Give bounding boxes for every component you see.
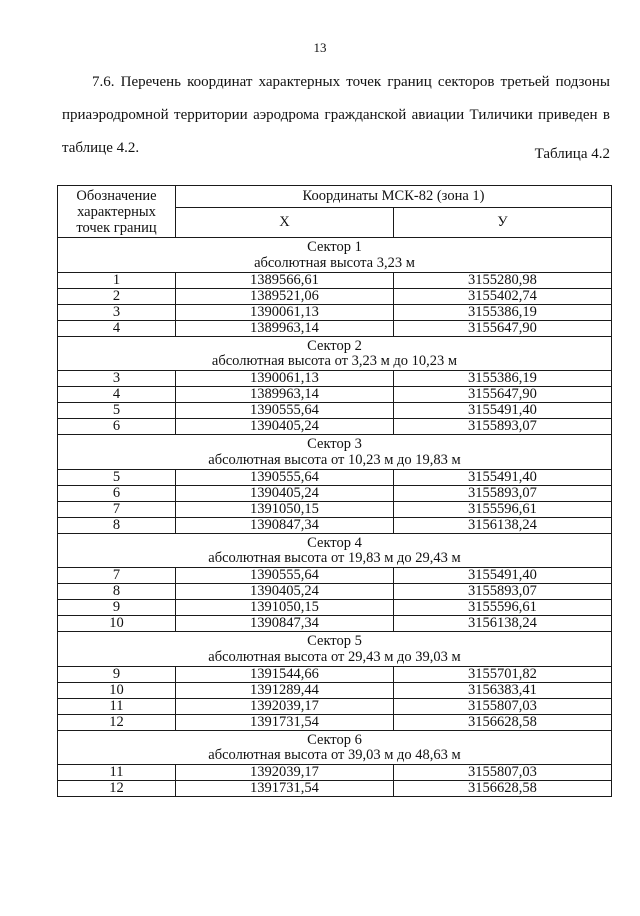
y-cell: 3155807,03	[393, 765, 611, 781]
point-cell: 9	[58, 666, 176, 682]
sector-height-row	[58, 649, 612, 666]
y-cell: 3155647,90	[393, 387, 611, 403]
y-cell: 3155491,40	[393, 469, 611, 485]
intro-paragraph: 7.6. Перечень координат характерных точек границ секторов третьей подзоны приаэродромной территории аэродрома гражданской авиации Тиличики приведен в таблице 4.2.	[62, 74, 610, 156]
table-row	[58, 616, 612, 632]
sector-title: Сектор 3	[58, 435, 612, 453]
y-cell: 3155491,40	[393, 403, 611, 419]
x-cell: 1390555,64	[176, 403, 394, 419]
sector-height: абсолютная высота от 19,83 м до 29,43 м	[58, 551, 612, 568]
sector-title: Сектор 5	[58, 632, 612, 650]
table-row	[58, 517, 612, 533]
x-cell: 1390405,24	[176, 584, 394, 600]
point-cell: 5	[58, 469, 176, 485]
x-cell: 1390405,24	[176, 485, 394, 501]
point-cell: 8	[58, 584, 176, 600]
y-cell: 3156628,58	[393, 781, 611, 797]
sector-title: Сектор 1	[58, 238, 612, 256]
page-number: 13	[313, 40, 327, 55]
point-cell: 12	[58, 781, 176, 797]
x-cell: 1389963,14	[176, 387, 394, 403]
sector-height-row	[58, 354, 612, 371]
x-cell: 1390061,13	[176, 304, 394, 320]
point-cell: 10	[58, 616, 176, 632]
sector-height-row	[58, 551, 612, 568]
x-cell: 1391050,15	[176, 600, 394, 616]
sector-title: Сектор 6	[58, 730, 612, 748]
x-cell: 1391544,66	[176, 666, 394, 682]
coordinates-table	[57, 185, 612, 797]
y-cell: 3155280,98	[393, 272, 611, 288]
table-row	[58, 320, 612, 336]
x-cell: 1390847,34	[176, 517, 394, 533]
x-cell: 1391731,54	[176, 781, 394, 797]
sector-title-row	[58, 533, 612, 551]
x-cell: 1389521,06	[176, 288, 394, 304]
table-row	[58, 304, 612, 320]
sector-height: абсолютная высота от 10,23 м до 19,83 м	[58, 452, 612, 469]
y-cell: 3155596,61	[393, 600, 611, 616]
sector-title-row	[58, 632, 612, 650]
point-cell: 6	[58, 485, 176, 501]
point-cell: 6	[58, 419, 176, 435]
point-cell: 9	[58, 600, 176, 616]
point-cell: 7	[58, 568, 176, 584]
x-cell: 1390061,13	[176, 371, 394, 387]
point-cell: 4	[58, 320, 176, 336]
table-row	[58, 485, 612, 501]
x-cell: 1391731,54	[176, 714, 394, 730]
table-row	[58, 371, 612, 387]
sector-height: абсолютная высота от 29,43 м до 39,03 м	[58, 649, 612, 666]
point-cell: 2	[58, 288, 176, 304]
sector-height-row	[58, 452, 612, 469]
point-cell: 5	[58, 403, 176, 419]
point-cell: 3	[58, 371, 176, 387]
point-cell: 12	[58, 714, 176, 730]
y-cell: 3155386,19	[393, 304, 611, 320]
point-cell: 3	[58, 304, 176, 320]
y-cell: 3156138,24	[393, 517, 611, 533]
y-cell: 3155893,07	[393, 419, 611, 435]
y-cell: 3156138,24	[393, 616, 611, 632]
y-cell: 3155893,07	[393, 584, 611, 600]
sector-title: Сектор 2	[58, 336, 612, 354]
table-row	[58, 698, 612, 714]
sector-title-row	[58, 730, 612, 748]
y-cell: 3155807,03	[393, 698, 611, 714]
x-cell: 1390555,64	[176, 568, 394, 584]
table-row	[58, 666, 612, 682]
table-row	[58, 600, 612, 616]
table-row	[58, 387, 612, 403]
y-cell: 3155647,90	[393, 320, 611, 336]
y-cell: 3156628,58	[393, 714, 611, 730]
x-cell: 1391050,15	[176, 501, 394, 517]
point-cell: 11	[58, 698, 176, 714]
sector-height-row	[58, 255, 612, 272]
header-y: У	[393, 208, 611, 238]
table-row	[58, 714, 612, 730]
x-cell: 1389963,14	[176, 320, 394, 336]
point-cell: 8	[58, 517, 176, 533]
point-cell: 7	[58, 501, 176, 517]
x-cell: 1390847,34	[176, 616, 394, 632]
y-cell: 3156383,41	[393, 682, 611, 698]
x-cell: 1392039,17	[176, 698, 394, 714]
sector-height-row	[58, 748, 612, 765]
table-body	[58, 238, 612, 797]
sector-height: абсолютная высота от 39,03 м до 48,63 м	[58, 748, 612, 765]
y-cell: 3155701,82	[393, 666, 611, 682]
x-cell: 1389566,61	[176, 272, 394, 288]
y-cell: 3155402,74	[393, 288, 611, 304]
point-cell: 1	[58, 272, 176, 288]
table-row	[58, 765, 612, 781]
sector-height: абсолютная высота от 3,23 м до 10,23 м	[58, 354, 612, 371]
y-cell: 3155596,61	[393, 501, 611, 517]
x-cell: 1392039,17	[176, 765, 394, 781]
header-x: Х	[176, 208, 394, 238]
x-cell: 1390555,64	[176, 469, 394, 485]
sector-title-row	[58, 336, 612, 354]
header-coordinates: Координаты МСК-82 (зона 1)	[176, 186, 612, 208]
sector-height: абсолютная высота 3,23 м	[58, 255, 612, 272]
point-cell: 10	[58, 682, 176, 698]
table-row	[58, 568, 612, 584]
sector-title: Сектор 4	[58, 533, 612, 551]
sector-title-row	[58, 435, 612, 453]
table-row	[58, 781, 612, 797]
header-point-label: Обозначение характерных точек границ	[58, 186, 176, 238]
table-caption: Таблица 4.2	[534, 146, 610, 162]
table-row	[58, 584, 612, 600]
table-row	[58, 272, 612, 288]
y-cell: 3155491,40	[393, 568, 611, 584]
x-cell: 1391289,44	[176, 682, 394, 698]
y-cell: 3155386,19	[393, 371, 611, 387]
table-row	[58, 501, 612, 517]
point-cell: 11	[58, 765, 176, 781]
table-row	[58, 288, 612, 304]
point-cell: 4	[58, 387, 176, 403]
sector-title-row	[58, 238, 612, 256]
x-cell: 1390405,24	[176, 419, 394, 435]
table-row	[58, 682, 612, 698]
table-row	[58, 469, 612, 485]
table-row	[58, 419, 612, 435]
y-cell: 3155893,07	[393, 485, 611, 501]
table-row	[58, 403, 612, 419]
